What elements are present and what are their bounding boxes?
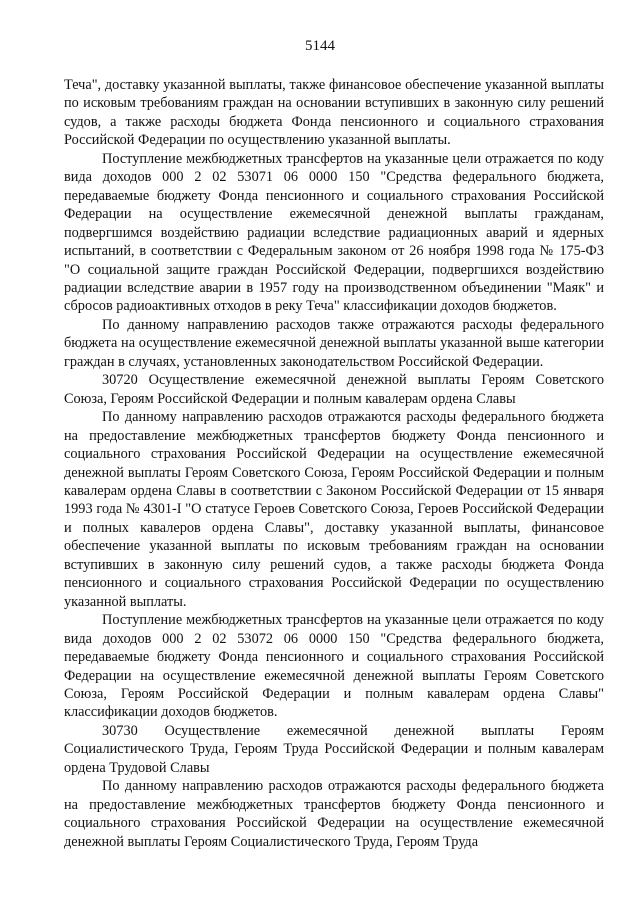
- document-body: [64, 76, 604, 851]
- paragraph-30730-description: По данному направлению расходов отражаются расходы федерального бюджета на предоставление межбюджетных трансфертов бюджету Фонда пенсионного и социального страхования Российской Федерации на осуществление ежемесячной денежной выплаты Героям Социалистического Труда, Героям Труда: [64, 778, 604, 850]
- paragraph-continuation: Теча", доставку указанной выплаты, также финансовое обеспечение указанной выплаты по исковым требованиям граждан на основании вступивших в законную силу решений судов, а также расходы бюджета Фонда пенсионного и социального страхования Российской Федерации по осуществлению указанной выплаты.: [64, 77, 604, 149]
- section-heading-30730: 30730 Осуществление ежемесячной денежной выплаты Героям Социалистического Труда, Героям Труда Российской Федерации и полным кавалерам ордена Трудовой Славы: [64, 722, 604, 776]
- paragraph-additional-expenses: По данному направлению расходов также отражаются расходы федерального бюджета на осуществление ежемесячной денежной выплаты указанной выше категории граждан в случаях, установленных законодательством Российской Федерации.: [64, 316, 604, 370]
- section-heading-30720: 30720 Осуществление ежемесячной денежной выплаты Героям Советского Союза, Героям Российской Федерации и полным кавалерам ордена Славы: [64, 372, 604, 407]
- paragraph-income-code-53072: Поступление межбюджетных трансфертов на указанные цели отражается по коду вида доходов 000 2 02 53072 06 0000 150 "Средства федерального бюджета, передаваемые бюджету Фонда пенсионного и социального страхования Российской Федерации на осуществление ежемесячной денежной выплаты Героям Советского Союза, Героям Российской Федерации и полным кавалерам ордена Славы" классификации доходов бюджетов.: [64, 612, 604, 721]
- paragraph-30720-description: По данному направлению расходов отражаются расходы федерального бюджета на предоставление межбюджетных трансфертов бюджету Фонда пенсионного и социального страхования Российской Федерации на осуществление ежемесячной денежной выплаты Героям Советского Союза, Героям Российской Федерации и полным кавалерам ордена Славы в соответствии с Законом Российской Федерации от 15 января 1993 года № 4301-I "О статусе Героев Советского Союза, Героев Российской Федерации и полных кавалеров ордена Славы", доставку указанной выплаты, финансовое обеспечение указанной выплаты по исковым требованиям граждан на основании вступивших в законную силу решений судов, а также расходы бюджета Фонда пенсионного и социального страхования Российской Федерации по осуществлению указанной выплаты.: [64, 409, 604, 610]
- paragraph-income-code-53071: Поступление межбюджетных трансфертов на указанные цели отражается по коду вида доходов 000 2 02 53071 06 0000 150 "Средства федерального бюджета, передаваемые бюджету Фонда пенсионного и социального страхования Российской Федерации на осуществление ежемесячной денежной выплаты гражданам, подвергшимся воздействию радиации вследствие радиационных аварий и ядерных испытаний, в соответствии с Федеральным законом от 26 ноября 1998 года № 175-ФЗ "О социальной защите граждан Российской Федерации, подвергшихся воздействию радиации вследствие аварии в 1957 году на производственном объединении "Маяк" и сбросов радиоактивных отходов в реку Теча" классификации доходов бюджетов.: [64, 150, 604, 315]
- page-number: 5144: [305, 38, 335, 54]
